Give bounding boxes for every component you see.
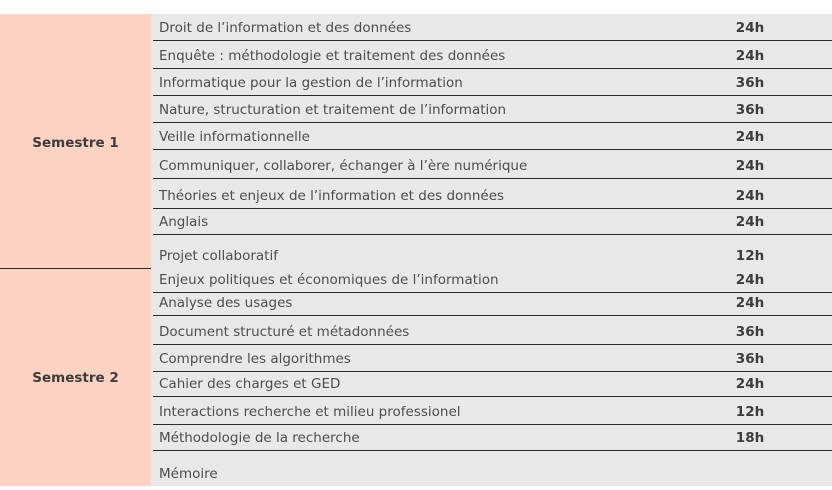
course-hours: 24h [735,376,765,392]
course-name: Théories et enjeux de l’information et des données [159,188,505,204]
course-hours: 24h [735,20,765,36]
course-name: Communiquer, collaborer, échanger à l’ère numérique [159,158,528,174]
course-name: Projet collaboratif [159,248,278,264]
course-row [153,69,832,96]
course-row [153,345,832,372]
course-name: Informatique pour la gestion de l’information [159,75,463,91]
course-hours: 36h [735,75,765,91]
course-row [153,235,832,268]
semester-1-courses [151,14,832,268]
semester-2-block [0,268,832,486]
course-row [153,96,832,123]
course-name: Nature, structuration et traitement de l’information [159,102,507,118]
semester-2-courses [151,268,832,486]
course-name: Comprendre les algorithmes [159,351,351,367]
course-hours: 24h [735,272,765,288]
course-name: Droit de l’information et des données [159,20,412,36]
course-row [153,397,832,425]
course-row [153,372,832,397]
course-hours [725,483,775,486]
course-hours: 36h [735,351,765,367]
course-row [153,451,832,486]
course-hours: 18h [735,430,765,446]
course-hours: 36h [735,102,765,118]
course-hours: 12h [735,404,765,420]
course-hours: 12h [735,248,765,264]
course-hours: 24h [735,214,765,230]
course-name: Document structuré et métadonnées [159,324,410,340]
course-name: Enquête : méthodologie et traitement des données [159,48,506,64]
course-name: Analyse des usages [159,295,293,311]
course-row [153,179,832,209]
course-row [153,268,832,293]
course-hours: 24h [735,48,765,64]
course-name: Mémoire [159,466,218,482]
course-name: Enjeux politiques et économiques de l’information [159,272,499,288]
course-name: Cahier des charges et GED [159,376,341,392]
course-row [153,209,832,235]
course-name: Veille informationnelle [159,129,310,145]
course-row [153,123,832,150]
semester-1-block [0,14,832,268]
course-row [153,14,832,41]
course-hours: 24h [735,295,765,311]
course-name: Méthodologie de la recherche [159,430,360,446]
course-row [153,316,832,345]
semester-label: Semestre 2 [0,268,151,486]
course-row [153,150,832,179]
course-row [153,293,832,316]
course-row [153,41,832,69]
course-hours: 24h [735,188,765,204]
curriculum-table [0,14,832,486]
course-hours: 24h [735,129,765,145]
semester-label: Semestre 1 [0,14,151,268]
course-name: Anglais [159,214,209,230]
course-hours: 36h [735,324,765,340]
course-name: Interactions recherche et milieu professionel [159,404,461,420]
course-row [153,425,832,451]
course-hours: 24h [735,158,765,174]
